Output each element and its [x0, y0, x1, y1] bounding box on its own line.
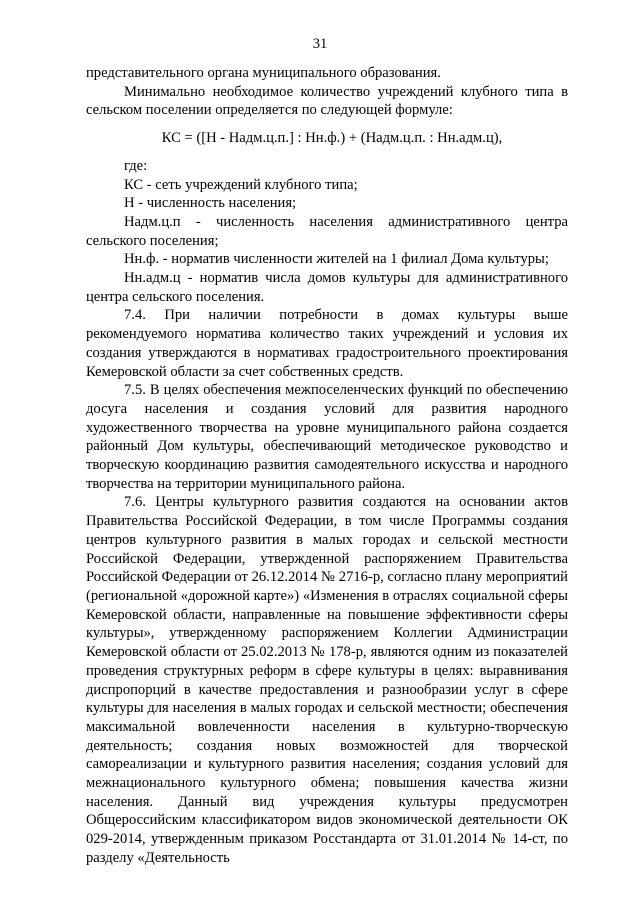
- paragraph-7-5: 7.5. В целях обеспечения межпоселенческих функций по обеспечению досуга населения и создания условий для развития народного художественного творчества на уровне муниципального района создается районный Дом культуры, обеспечивающий методическое руководство и творческую координацию развития самодеятельного искусства и народного творчества на территории муниципального района.: [86, 382, 568, 492]
- paragraph-7-6: 7.6. Центры культурного развития создаются на основании актов Правительства Российской Федерации, в том числе Программы создания центров культурного развития в малых городах и сельской местности Российской Федерации, утвержденной распоряжением Правительства Российской Федерации от 26.12.2014 № 2716-р, согласно плану мероприятий (региональной «дорожной карте») «Изменения в отраслях социальной сферы Кемеровской области, направленные на повышение эффективности сферы культуры», утвержденному распоряжением Коллегии Администрации Кемеровской области от 25.02.2013 № 178-р, являются одним из показателей проведения структурных реформ в сфере культуры в целях: выравнивания диспропорций в качестве предоставления и разнообразии услуг в сфере культуры для населения в малых городах и сельской местности; обеспечения максимальной вовлеченности населения в культурно-творческую деятельность; создания новых возможностей для творческой самореализации и культурного развития населения; создания условий для межнационального культурного обмена; повышения качества жизни населения. Данный вид учреждения культуры предусмотрен Общероссийским классификатором видов экономической деятельности ОК 029-2014, утвержденным приказом Росстандарта от 31.01.2014 № 14-ст, по разделу «Деятельность: [86, 494, 568, 866]
- definition-ks: КС - сеть учреждений клубного типа;: [124, 176, 358, 193]
- definition-nnf: Нн.ф. - норматив численности жителей на 1 филиал Дома культуры;: [124, 251, 549, 268]
- definition-nnadm: Нн.адм.ц - норматив числа домов культуры для административного центра сельского поселения.: [86, 270, 568, 305]
- formula-ks: КС = ([Н - Надм.ц.п.] : Нн.ф.) + (Надм.ц.п. : Нн.адм.ц),: [161, 130, 503, 147]
- paragraph-intro-end: представительного органа муниципального образования.: [86, 65, 441, 81]
- formula-where: где:: [124, 157, 148, 174]
- definition-n: Н - численность населения;: [124, 195, 297, 212]
- definition-nadm: Надм.ц.п - численность населения административного центра сельского поселения;: [86, 213, 568, 249]
- page-number: 31: [312, 36, 328, 52]
- document-body: [86, 64, 568, 868]
- paragraph-minimum-count: Минимально необходимое количество учреждений клубного типа в сельском поселении определяется по следующей формуле:: [86, 83, 568, 119]
- paragraph-7-4: 7.4. При наличии потребности в домах культуры выше рекомендуемого норматива количество таких учреждений и условия их создания утверждаются в нормативах градостроительного проектирования Кемеровской области за счет собственных средств.: [86, 307, 568, 380]
